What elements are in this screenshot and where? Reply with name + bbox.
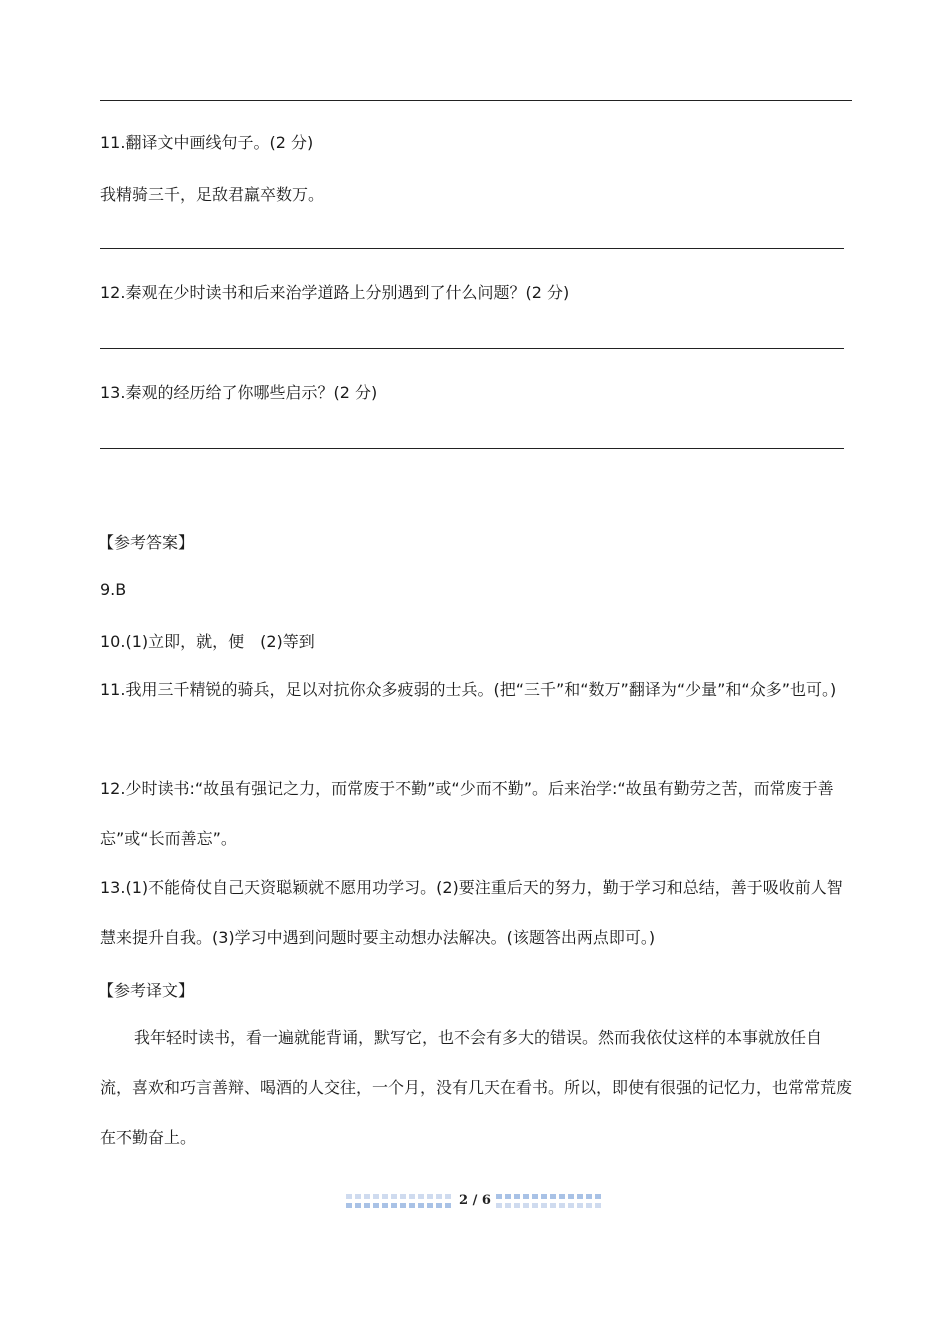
answer-9: 9.B	[100, 580, 127, 599]
translation-paragraph: 我年轻时读书，看一遍就能背诵，默写它，也不会有多大的错误。然而我依仗这样的本事就放任自流，喜欢和巧言善辩、喝酒的人交往，一个月，没有几天在看书。所以，即使有很强的记忆力，也常常荒废在不勤奋上。	[100, 1028, 853, 1147]
answer-10: 10.(1)立即，就，便 (2)等到	[100, 632, 315, 651]
page-number: 2 / 6	[459, 1193, 491, 1208]
answer-line-13	[100, 448, 844, 449]
answer-line-top	[100, 100, 852, 101]
answer-12: 12.少时读书:“故虽有强记之力，而常废于不勤”或“少而不勤”。后来治学:“故虽有勤劳之苦，而常废于善忘”或“长而善忘”。	[100, 779, 834, 848]
question-13: 13.秦观的经历给了你哪些启示？(2 分)	[100, 383, 378, 402]
question-11: 11.翻译文中画线句子。(2 分)	[100, 133, 314, 152]
answers-heading: 【参考答案】	[98, 533, 195, 552]
question-12: 12.秦观在少时读书和后来治学道路上分别遇到了什么问题？(2 分)	[100, 283, 570, 302]
answer-line-12	[100, 348, 844, 349]
answer-13: 13.(1)不能倚仗自己天资聪颖就不愿用功学习。(2)要注重后天的努力，勤于学习和总结，善于吸收前人智慧来提升自我。(3)学习中遇到问题时要主动想办法解决。(该题答出两点即可。)	[100, 878, 843, 947]
answer-line-11	[100, 248, 844, 249]
answer-11: 11.我用三千精锐的骑兵，足以对抗你众多疲弱的士兵。(把“三千”和“数万”翻译为“少量”和“众多”也可。)	[100, 680, 837, 699]
question-11-sentence: 我精骑三千，足敌君羸卒数万。	[100, 185, 325, 204]
translation-heading: 【参考译文】	[98, 981, 195, 1000]
